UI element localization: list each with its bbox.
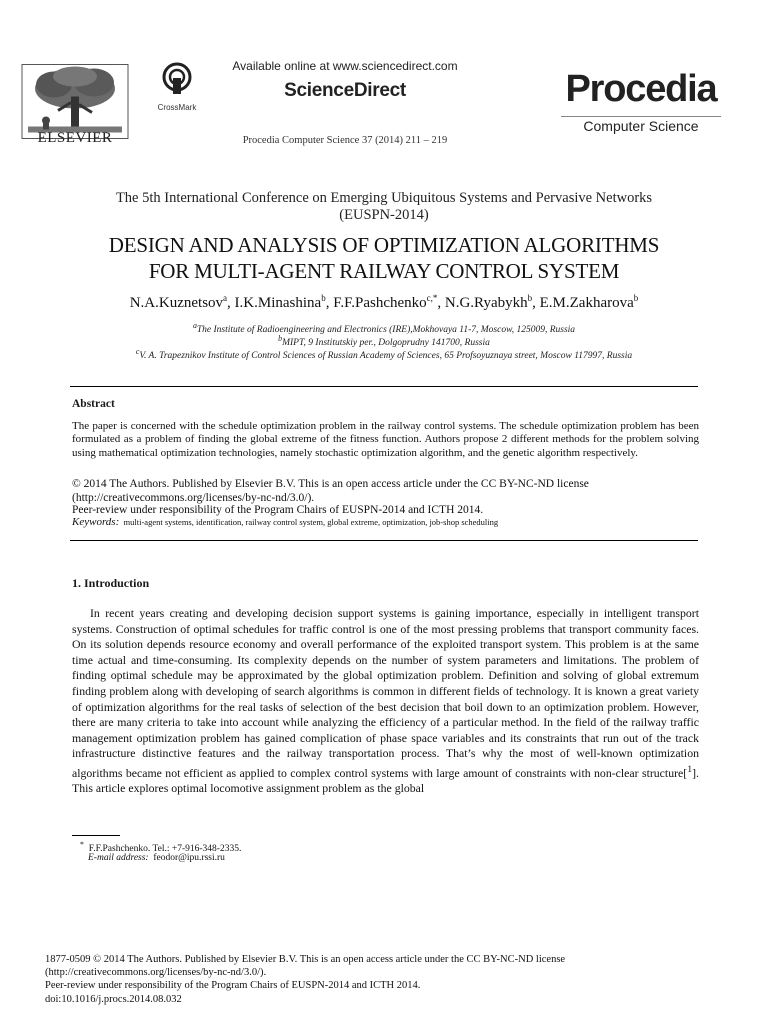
affiliation-c: [50, 347, 718, 361]
footnote-rule: [72, 835, 120, 836]
affiliation-mark: c: [135, 347, 140, 356]
license-url[interactable]: (http://creativecommons.org/licenses/by-nc-nd/3.0/).: [45, 967, 267, 979]
author-affiliation-mark: a: [223, 293, 228, 303]
citation-link[interactable]: 1: [687, 763, 693, 775]
abstract-copyright: © 2014 The Authors. Published by Elsevier B.V. This is an open access article under the CC BY-NC-ND license (http://creativecommons.org/licenses/by-nc-nd/3.0/).: [72, 478, 589, 504]
license-footer: [45, 953, 745, 1006]
abstract-bottom-rule: [70, 540, 698, 541]
procedia-logo: Procedia: [565, 68, 717, 110]
crossmark-badge[interactable]: [152, 62, 202, 112]
introduction-paragraph: [72, 606, 699, 797]
sciencedirect-logo: ScienceDirect: [284, 80, 406, 101]
abstract-text: The paper is concerned with the schedule optimization problem in the railway control systems. The schedule optimization problem has been formulated as a problem of finding the global extreme of the fitness function. Authors propose 2 different methods for the problem solving using mathematical optimization technologies, namely stochastic optimization algorithm, and the genetic algorithm respectively.: [72, 420, 699, 459]
keywords-list: multi-agent systems, identification, railway control system, global extreme, optimization, job-shop scheduling: [123, 517, 499, 527]
license-line-1: 1877-0509 © 2014 The Authors. Published by Elsevier B.V. This is an open access article under the CC BY-NC-ND license: [45, 954, 566, 965]
footnote-email-line: [88, 853, 225, 863]
introduction-text-cont: ]. This article explores optimal locomotive assignment problem as the global: [72, 765, 699, 796]
author-separator: ,: [437, 295, 445, 311]
available-online-text: Available online at www.sciencedirect.com: [232, 59, 458, 73]
keywords-label: Keywords:: [72, 516, 120, 528]
abstract-heading: Abstract: [72, 398, 115, 410]
paper-title-line-1: DESIGN AND ANALYSIS OF OPTIMIZATION ALGORITHMS: [108, 233, 660, 257]
affiliation-mark: b: [278, 334, 283, 343]
conference-line-1: The 5th International Conference on Emerging Ubiquitous Systems and Pervasive Networks: [115, 190, 653, 206]
crossmark-icon: [162, 62, 192, 96]
paper-title: [50, 232, 718, 284]
conference-name: [50, 190, 718, 224]
author-name: N.G.Ryabykh: [444, 295, 528, 311]
footnote-email-label: E-mail address:: [88, 853, 149, 863]
affiliation-text: The Institute of Radioengineering and Electronics (IRE),Mokhovaya 11-7, Moscow, 125009, Russia: [196, 325, 576, 336]
abstract-top-rule: [70, 386, 698, 387]
elsevier-wordmark: ELSEVIER: [37, 130, 113, 146]
author-separator: ,: [227, 295, 235, 311]
author-affiliation-mark: b: [633, 293, 639, 303]
affiliation-mark: a: [192, 321, 197, 330]
conference-line-2: (EUSPN-2014): [339, 207, 429, 223]
license-peer-review: Peer-review under responsibility of the Program Chairs of EUSPN-2014 and ICTH 2014.: [45, 980, 421, 992]
paper-title-line-2: FOR MULTI-AGENT RAILWAY CONTROL SYSTEM: [148, 259, 620, 283]
section-heading-introduction: 1. Introduction: [72, 576, 150, 590]
abstract-peer-review: Peer-review under responsibility of the Program Chairs of EUSPN-2014 and ICTH 2014.: [72, 504, 484, 516]
journal-reference: Procedia Computer Science 37 (2014) 211 – 219: [242, 135, 448, 146]
footnote-email[interactable]: feodor@ipu.rssi.ru: [153, 853, 225, 863]
introduction-text: In recent years creating and developing decision support systems is gaining importance, especially in intelligent transport systems. Construction of optimal schedules for traffic control is one of the most pressing problems that transport community faces. On its solution depends resource economy and overall performance of the exploited transport system. This problem is at the same time actual and time-consuming. Its complexity depends on the number of system parameters and limitations. The problem of finding optimal schedule may be approximated by the global optimization problem. Definition and solving of global extremum finding problem along with developing of search algorithms is common in different fields of technology. It is known a great variety of optimization algorithms for the real tasks of selection of the best decision that boil down to an optimization problem. However, there are many criteria to take into account while analyzing the efficiency of a particular method. In the field of the railway traffic management optimization problem has gained complication of phase space variables and its constraints that run out of the track infrastructure distinctive features and the railway transportation process. That’s why the most of well-known optimization algorithms became not efficient as applied to complex control systems with large amount of constraints with non-clear structure[: [72, 606, 699, 780]
procedia-subtitle: Computer Science: [561, 116, 721, 134]
affiliation-text: MIPT, 9 Institutskiy per., Dolgoprudny 141700, Russia: [282, 338, 490, 349]
author-name: I.K.Minashina: [234, 295, 322, 311]
author-affiliation-mark: b: [527, 293, 533, 303]
author-affiliation-mark: c,*: [426, 293, 438, 303]
author-affiliation-mark: b: [321, 293, 326, 303]
author-separator: ,: [325, 295, 334, 311]
author-list: [50, 293, 718, 312]
footnote-phone: F.F.Pashchenko. Tel.: +7-916-348-2335.: [88, 844, 242, 855]
author-name: F.F.Pashchenko: [333, 295, 427, 311]
footnote-mark: *: [80, 840, 84, 849]
doi[interactable]: doi:10.1016/j.procs.2014.08.032: [45, 993, 182, 1005]
affiliation-text: V. A. Trapeznikov Institute of Control Sciences of Russian Academy of Sciences, 65 Profsoyuznaya street, Moscow 117997, Russia: [139, 351, 633, 362]
author-separator: ,: [532, 295, 540, 311]
author-name: E.M.Zakharova: [539, 295, 634, 311]
author-name: N.A.Kuznetsov: [129, 295, 224, 311]
crossmark-label: CrossMark: [157, 103, 197, 112]
keywords: [72, 516, 699, 528]
